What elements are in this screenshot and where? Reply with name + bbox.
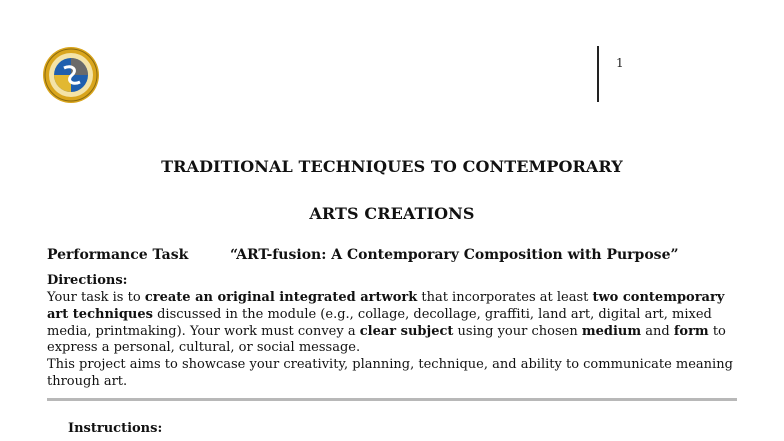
directions-text: discussed in the module (e.g., collage, decollage, graffiti, land art, digital art, mixed media, printmaking). Your work must convey a (47, 306, 712, 339)
instructions-heading: Instructions: (68, 421, 163, 436)
directions-paragraph-1 (47, 290, 747, 357)
directions-heading: Directions: (47, 273, 128, 288)
performance-task-row (47, 247, 679, 263)
document-title-line-2: ARTS CREATIONS (309, 204, 475, 223)
directions-paragraph-2: This project aims to showcase your creativity, planning, technique, and ability to communicate meaning through art. (47, 357, 733, 389)
directions-text: Your task is to (47, 290, 145, 305)
directions-emphasis: clear subject (359, 323, 454, 339)
performance-task-name: “ART-fusion: A Contemporary Composition with Purpose” (230, 247, 679, 263)
directions-text: and (641, 323, 674, 339)
directions-text: that incorporates at least (417, 290, 593, 305)
performance-task-label: Performance Task (47, 247, 189, 263)
directions-text: using your chosen (453, 323, 582, 339)
document-title-line-1: TRADITIONAL TECHNIQUES TO CONTEMPORARY (161, 157, 623, 176)
section-divider (47, 398, 737, 401)
school-seal-logo (42, 46, 100, 104)
directions-emphasis: form (673, 323, 709, 339)
page-number: 1 (616, 56, 624, 70)
header-divider (597, 46, 599, 102)
directions-emphasis: two contemporary art techniques (47, 290, 725, 322)
directions-emphasis: medium (581, 323, 642, 339)
directions-text: to express a personal, cultural, or social message. (47, 323, 726, 356)
directions-emphasis: create an original integrated artwork (144, 290, 418, 305)
directions-body (47, 290, 747, 391)
